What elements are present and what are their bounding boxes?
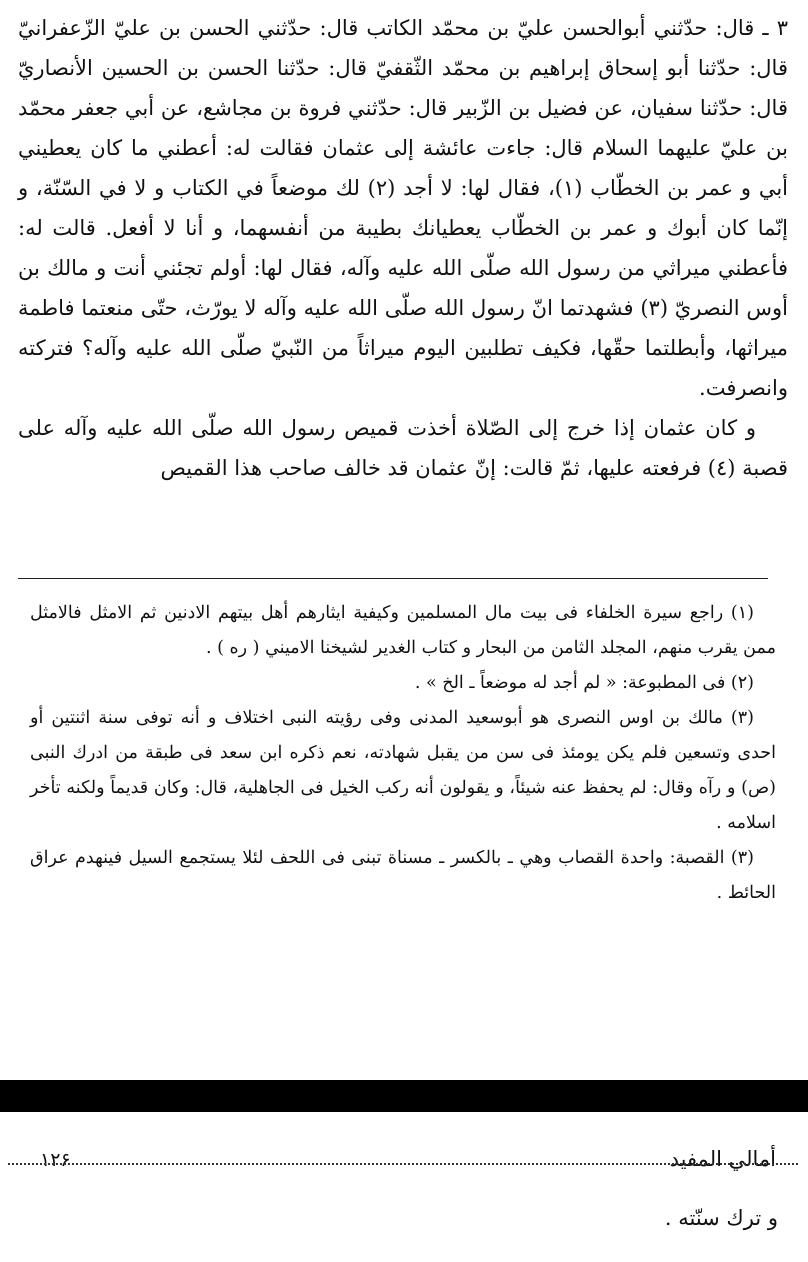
footnote-3: (٣) مالك بن اوس النصرى هو أبوسعيد المدنى وفى رؤيته النبى اختلاف و أنه توفى سنة اثنتين أو احدى وتسعين فلم يكن يومئذ فى سن من يقبل شهادته، نعم ذكره ابن سعد فى طبقة من ادرك النبى (ص) و رآه وقال: لم يحفظ عنه شيئاً، و يقولون أنه ركب الخيل فى الجاهلية، قال: وكان قديماً ولكنه تأخر اسلامه . [30,708,776,833]
footnotes [30,596,776,911]
main-paragraph-2: و كان عثمان إذا خرج إلى الصّلاة أخذت قميص رسول الله صلّى الله عليه وآله على قصبة (٤) فرفعته عليها، ثمّ قالت: إنّ عثمان قد خالف صاحب هذا القميص [18,416,788,480]
page-number: ١٢۶ [40,1149,71,1171]
running-header [0,1135,808,1175]
footnote-4: (٣) القصبة: واحدة القصاب وهي ـ بالكسر ـ مسناة تبنى فى اللحف لئلا يستجمع السيل فينهدم عراق الحائط . [30,848,776,903]
footnote-divider [18,578,768,579]
page-separator-bar [0,1080,808,1112]
header-dotted-line [8,1163,798,1165]
main-text [18,8,788,488]
main-paragraph-1: ٣ ـ قال: حدّثني أبوالحسن عليّ بن محمّد الكاتب قال: حدّثني الحسن بن عليّ الزّعفرانيّ قال: حدّثنا أبو إسحاق إبراهيم بن محمّد الثّقفيّ قال: حدّثنا الحسن بن الحسين الأنصاريّ قال: حدّثنا سفيان، عن فضيل بن الزّبير قال: حدّثني فروة بن مجاشع، عن أبي جعفر محمّد بن عليّ عليهما السلام قال: جاءت عائشة إلى عثمان فقالت له: أعطني ما كان يعطيني أبي و عمر بن الخطّاب (١)، فقال لها: لا أجد (٢) لك موضعاً في الكتاب و لا في السّنّة، و إنّما كان أبوك و عمر بن الخطّاب يعطيانك بطيبة من أنفسهما، و أنا لا أفعل. قالت له: فأعطني ميراثي من رسول الله صلّى الله عليه وآله، فقال لها: أولم تجئني أنت و مالك بن أوس النصريّ (٣) فشهدتما انّ رسول الله صلّى الله عليه وآله لا يورّث، حتّى منعتما فاطمة ميراثها، وأبطلتما حقّها، فكيف تطلبين اليوم ميراثاً من النّبيّ صلّى الله عليه وآله؟ فتركته وانصرفت. [18,16,789,400]
running-title: أمالي المفيد [669,1147,776,1171]
footnote-2: (٢) فى المطبوعة: « لم أجد له موضعاً ـ الخ » . [414,673,754,693]
footnote-1: (١) راجع سيرة الخلفاء فى بيت مال المسلمين وكيفية ايثارهم أهل بيتهم الادنين ثم الامثل فالامثل ممن يقرب منهم، المجلد الثامن من البحار و كتاب الغدير لشيخنا الاميني ( ره ) . [30,603,776,658]
continuation-text: و ترك سنّته . [664,1206,778,1230]
